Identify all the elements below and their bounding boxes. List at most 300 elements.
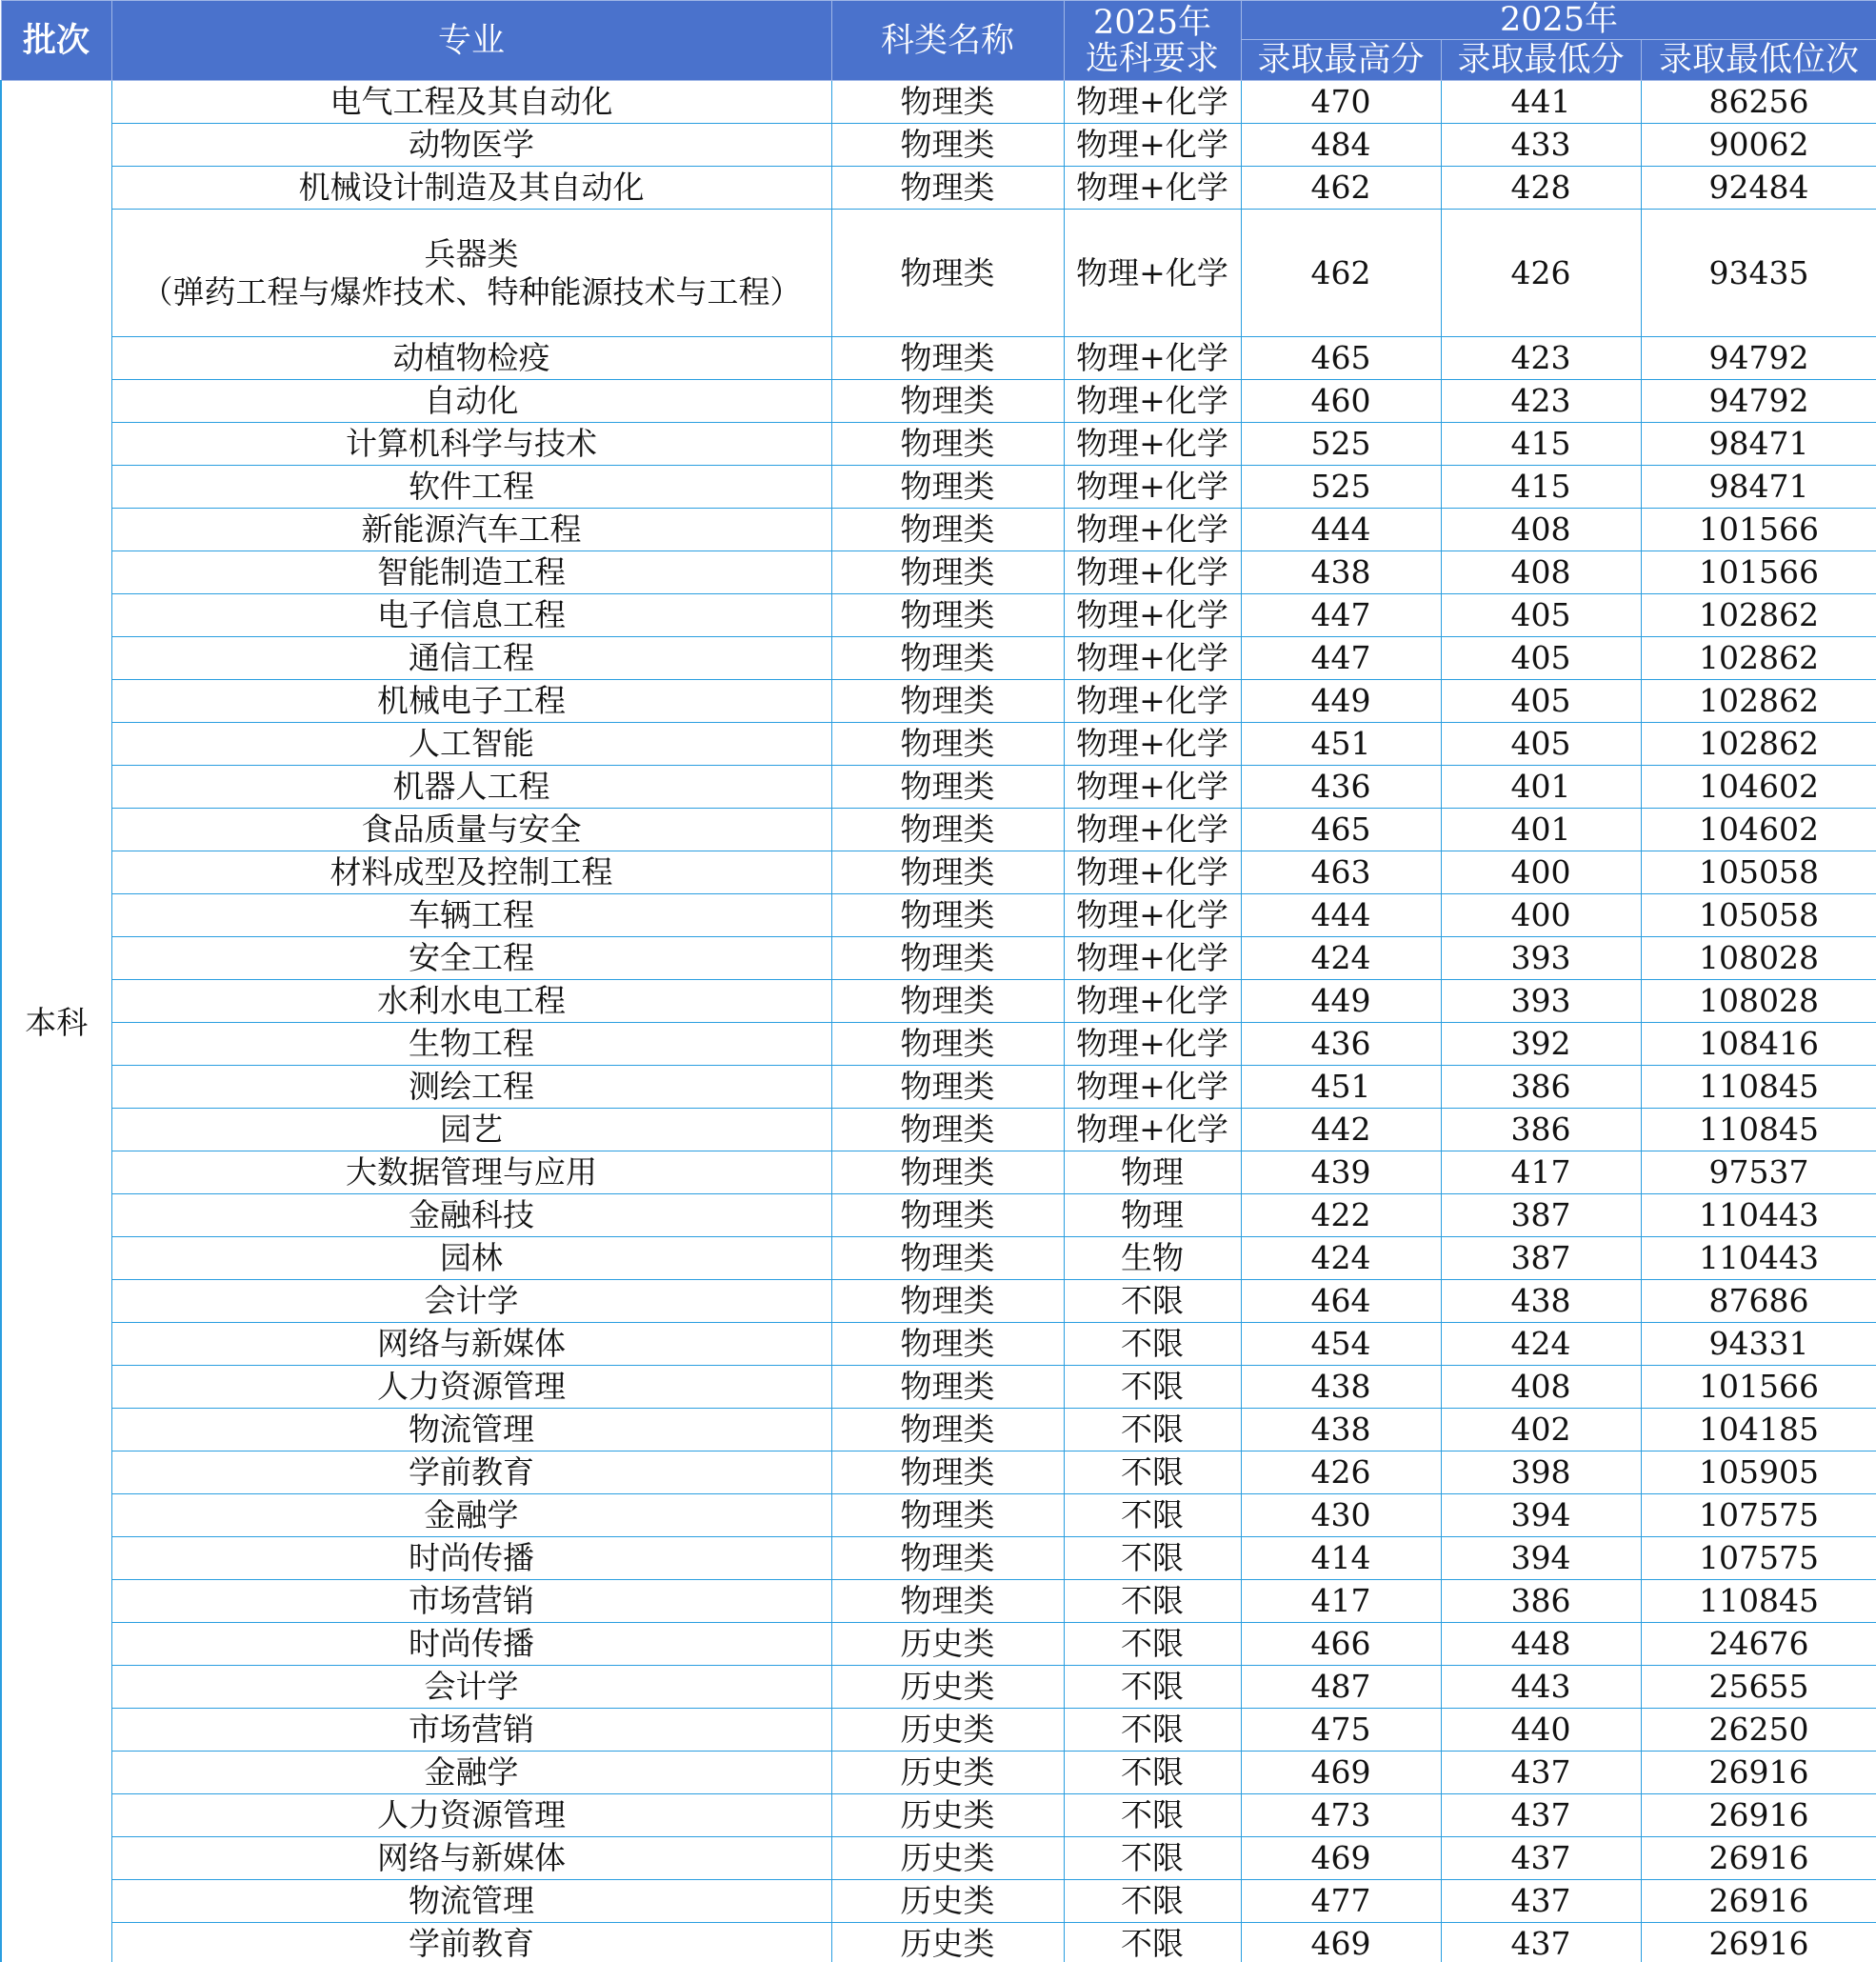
major-cell: 通信工程 [111, 637, 831, 680]
subject-type-cell: 历史类 [831, 1709, 1064, 1752]
max-score-cell: 436 [1241, 766, 1441, 809]
subject-type-cell: 物理类 [831, 1494, 1064, 1537]
major-cell: 市场营销 [111, 1580, 831, 1623]
major-cell: 时尚传播 [111, 1623, 831, 1666]
requirement-cell: 不限 [1064, 1623, 1241, 1666]
subject-type-cell: 物理类 [831, 380, 1064, 423]
subject-type-cell: 物理类 [831, 1323, 1064, 1366]
min-score-cell: 408 [1441, 509, 1641, 551]
min-rank-cell: 102862 [1641, 723, 1876, 766]
table-row [1, 423, 1876, 466]
major-cell: 动物医学 [111, 124, 831, 167]
requirement-cell: 物理+化学 [1064, 509, 1241, 551]
min-rank-cell: 105058 [1641, 894, 1876, 937]
min-score-cell: 426 [1441, 210, 1641, 337]
min-score-cell: 437 [1441, 1923, 1641, 1962]
min-rank-cell: 94792 [1641, 337, 1876, 380]
subject-type-cell: 物理类 [831, 1280, 1064, 1323]
min-score-cell: 400 [1441, 851, 1641, 894]
min-score-cell: 433 [1441, 124, 1641, 167]
table-row [1, 1280, 1876, 1323]
requirement-cell: 不限 [1064, 1794, 1241, 1837]
min-rank-cell: 104602 [1641, 766, 1876, 809]
min-rank-cell: 105905 [1641, 1451, 1876, 1494]
major-cell: 生物工程 [111, 1023, 831, 1066]
max-score-cell: 436 [1241, 1023, 1441, 1066]
max-score-cell: 414 [1241, 1537, 1441, 1580]
requirement-cell: 物理+化学 [1064, 937, 1241, 980]
subject-type-cell: 物理类 [831, 894, 1064, 937]
min-rank-cell: 102862 [1641, 680, 1876, 723]
table-row [1, 167, 1876, 210]
requirement-cell: 物理+化学 [1064, 551, 1241, 594]
subject-type-cell: 物理类 [831, 423, 1064, 466]
header-subject-type: 科类名称 [831, 1, 1064, 81]
table-row [1, 1580, 1876, 1623]
header-requirement-label: 选科要求 [1085, 39, 1219, 78]
max-score-cell: 444 [1241, 509, 1441, 551]
requirement-cell: 不限 [1064, 1366, 1241, 1409]
subject-type-cell: 物理类 [831, 1580, 1064, 1623]
subject-type-cell: 物理类 [831, 1451, 1064, 1494]
requirement-cell: 不限 [1064, 1709, 1241, 1752]
min-score-cell: 408 [1441, 551, 1641, 594]
major-cell: 学前教育 [111, 1923, 831, 1962]
requirement-cell: 生物 [1064, 1237, 1241, 1280]
min-rank-cell: 90062 [1641, 124, 1876, 167]
min-score-cell: 386 [1441, 1066, 1641, 1109]
subject-type-cell: 物理类 [831, 980, 1064, 1023]
min-score-cell: 401 [1441, 809, 1641, 851]
major-cell: 人工智能 [111, 723, 831, 766]
min-score-cell: 423 [1441, 380, 1641, 423]
min-rank-cell: 108028 [1641, 937, 1876, 980]
major-cell: 金融科技 [111, 1194, 831, 1237]
min-score-cell: 428 [1441, 167, 1641, 210]
max-score-cell: 484 [1241, 124, 1441, 167]
max-score-cell: 477 [1241, 1880, 1441, 1923]
max-score-cell: 422 [1241, 1194, 1441, 1237]
max-score-cell: 451 [1241, 723, 1441, 766]
requirement-cell: 不限 [1064, 1666, 1241, 1709]
major-cell: 食品质量与安全 [111, 809, 831, 851]
max-score-cell: 469 [1241, 1923, 1441, 1962]
table-row [1, 894, 1876, 937]
min-score-cell: 417 [1441, 1151, 1641, 1194]
table-row [1, 809, 1876, 851]
min-score-cell: 394 [1441, 1494, 1641, 1537]
table-row [1, 551, 1876, 594]
min-rank-cell: 102862 [1641, 594, 1876, 637]
table-body [1, 81, 1876, 1962]
major-cell: 大数据管理与应用 [111, 1151, 831, 1194]
batch-cell: 本科 [1, 81, 111, 1962]
max-score-cell: 469 [1241, 1837, 1441, 1880]
min-rank-cell: 108028 [1641, 980, 1876, 1023]
table-row [1, 1451, 1876, 1494]
table-row [1, 766, 1876, 809]
max-score-cell: 451 [1241, 1066, 1441, 1109]
header-subject-requirement [1064, 1, 1241, 81]
table-row [1, 723, 1876, 766]
subject-type-cell: 历史类 [831, 1880, 1064, 1923]
requirement-cell: 不限 [1064, 1537, 1241, 1580]
header-requirement-year: 2025年 [1092, 3, 1212, 42]
min-rank-cell: 26250 [1641, 1709, 1876, 1752]
major-subtitle: （弹药工程与爆炸技术、特种能源技术与工程） [141, 272, 802, 310]
major-cell: 新能源汽车工程 [111, 509, 831, 551]
requirement-cell: 物理+化学 [1064, 851, 1241, 894]
subject-type-cell: 物理类 [831, 1409, 1064, 1451]
min-rank-cell: 104602 [1641, 809, 1876, 851]
min-rank-cell: 108416 [1641, 1023, 1876, 1066]
requirement-cell: 物理+化学 [1064, 680, 1241, 723]
table-row [1, 124, 1876, 167]
subject-type-cell: 物理类 [831, 723, 1064, 766]
requirement-cell: 不限 [1064, 1451, 1241, 1494]
header-max-score: 录取最高分 [1241, 40, 1441, 81]
table-row [1, 1666, 1876, 1709]
subject-type-cell: 历史类 [831, 1623, 1064, 1666]
major-cell: 网络与新媒体 [111, 1323, 831, 1366]
table-row [1, 1794, 1876, 1837]
subject-type-cell: 物理类 [831, 594, 1064, 637]
subject-type-cell: 物理类 [831, 551, 1064, 594]
requirement-cell: 物理+化学 [1064, 980, 1241, 1023]
max-score-cell: 463 [1241, 851, 1441, 894]
requirement-cell: 物理+化学 [1064, 894, 1241, 937]
min-rank-cell: 101566 [1641, 551, 1876, 594]
table-row [1, 1066, 1876, 1109]
min-score-cell: 386 [1441, 1109, 1641, 1151]
major-cell: 材料成型及控制工程 [111, 851, 831, 894]
subject-type-cell: 历史类 [831, 1837, 1064, 1880]
requirement-cell: 物理+化学 [1064, 809, 1241, 851]
subject-type-cell: 物理类 [831, 81, 1064, 124]
max-score-cell: 447 [1241, 594, 1441, 637]
min-score-cell: 443 [1441, 1666, 1641, 1709]
min-rank-cell: 110443 [1641, 1237, 1876, 1280]
major-cell [111, 210, 831, 337]
min-rank-cell: 93435 [1641, 210, 1876, 337]
requirement-cell: 物理+化学 [1064, 1066, 1241, 1109]
max-score-cell: 442 [1241, 1109, 1441, 1151]
min-score-cell: 401 [1441, 766, 1641, 809]
table-row [1, 1409, 1876, 1451]
table-row [1, 509, 1876, 551]
min-rank-cell: 110845 [1641, 1066, 1876, 1109]
max-score-cell: 525 [1241, 423, 1441, 466]
subject-type-cell: 物理类 [831, 210, 1064, 337]
max-score-cell: 465 [1241, 809, 1441, 851]
major-cell: 机械设计制造及其自动化 [111, 167, 831, 210]
subject-type-cell: 物理类 [831, 1366, 1064, 1409]
requirement-cell: 不限 [1064, 1880, 1241, 1923]
max-score-cell: 464 [1241, 1280, 1441, 1323]
max-score-cell: 469 [1241, 1752, 1441, 1794]
requirement-cell: 物理+化学 [1064, 637, 1241, 680]
table-row [1, 1494, 1876, 1537]
min-rank-cell: 107575 [1641, 1494, 1876, 1537]
min-rank-cell: 26916 [1641, 1794, 1876, 1837]
min-score-cell: 405 [1441, 594, 1641, 637]
table-row [1, 851, 1876, 894]
major-cell: 园林 [111, 1237, 831, 1280]
table-row [1, 81, 1876, 124]
subject-type-cell: 历史类 [831, 1794, 1064, 1837]
major-cell: 水利水电工程 [111, 980, 831, 1023]
requirement-cell: 物理+化学 [1064, 723, 1241, 766]
table-row [1, 937, 1876, 980]
table-row [1, 1623, 1876, 1666]
header-major: 专业 [111, 1, 831, 81]
requirement-cell: 物理 [1064, 1151, 1241, 1194]
max-score-cell: 454 [1241, 1323, 1441, 1366]
requirement-cell: 物理+化学 [1064, 124, 1241, 167]
subject-type-cell: 物理类 [831, 1194, 1064, 1237]
major-cell: 电子信息工程 [111, 594, 831, 637]
min-score-cell: 386 [1441, 1580, 1641, 1623]
major-cell: 车辆工程 [111, 894, 831, 937]
min-rank-cell: 86256 [1641, 81, 1876, 124]
max-score-cell: 438 [1241, 1409, 1441, 1451]
major-cell: 机械电子工程 [111, 680, 831, 723]
major-cell: 时尚传播 [111, 1537, 831, 1580]
requirement-cell: 不限 [1064, 1837, 1241, 1880]
major-cell: 人力资源管理 [111, 1794, 831, 1837]
major-cell: 计算机科学与技术 [111, 423, 831, 466]
subject-type-cell: 物理类 [831, 809, 1064, 851]
subject-type-cell: 物理类 [831, 851, 1064, 894]
min-score-cell: 437 [1441, 1752, 1641, 1794]
major-cell: 金融学 [111, 1752, 831, 1794]
min-score-cell: 405 [1441, 723, 1641, 766]
min-score-cell: 415 [1441, 423, 1641, 466]
min-rank-cell: 101566 [1641, 1366, 1876, 1409]
min-rank-cell: 102862 [1641, 637, 1876, 680]
min-rank-cell: 94792 [1641, 380, 1876, 423]
min-score-cell: 437 [1441, 1794, 1641, 1837]
table-row [1, 380, 1876, 423]
min-rank-cell: 26916 [1641, 1752, 1876, 1794]
max-score-cell: 417 [1241, 1580, 1441, 1623]
requirement-cell: 物理+化学 [1064, 81, 1241, 124]
requirement-cell: 物理+化学 [1064, 423, 1241, 466]
min-rank-cell: 101566 [1641, 509, 1876, 551]
table-row [1, 1752, 1876, 1794]
table-row [1, 1837, 1876, 1880]
max-score-cell: 460 [1241, 380, 1441, 423]
major-cell: 测绘工程 [111, 1066, 831, 1109]
header-min-score: 录取最低分 [1441, 40, 1641, 81]
major-cell: 安全工程 [111, 937, 831, 980]
max-score-cell: 475 [1241, 1709, 1441, 1752]
major-cell: 机器人工程 [111, 766, 831, 809]
min-score-cell: 393 [1441, 937, 1641, 980]
requirement-cell: 不限 [1064, 1580, 1241, 1623]
table-row [1, 1880, 1876, 1923]
major-cell: 软件工程 [111, 466, 831, 509]
subject-type-cell: 物理类 [831, 466, 1064, 509]
requirement-cell: 物理+化学 [1064, 594, 1241, 637]
requirement-cell: 不限 [1064, 1323, 1241, 1366]
major-cell: 学前教育 [111, 1451, 831, 1494]
table-row [1, 637, 1876, 680]
subject-type-cell: 物理类 [831, 509, 1064, 551]
min-rank-cell: 26916 [1641, 1880, 1876, 1923]
header-admission-year: 2025年 [1241, 1, 1876, 40]
min-score-cell: 398 [1441, 1451, 1641, 1494]
min-score-cell: 423 [1441, 337, 1641, 380]
requirement-cell: 不限 [1064, 1280, 1241, 1323]
major-cell: 会计学 [111, 1666, 831, 1709]
table-row [1, 1366, 1876, 1409]
subject-type-cell: 历史类 [831, 1923, 1064, 1962]
min-rank-cell: 98471 [1641, 466, 1876, 509]
min-rank-cell: 25655 [1641, 1666, 1876, 1709]
subject-type-cell: 物理类 [831, 1109, 1064, 1151]
table-row [1, 337, 1876, 380]
min-score-cell: 408 [1441, 1366, 1641, 1409]
min-rank-cell: 110845 [1641, 1109, 1876, 1151]
major-cell: 园艺 [111, 1109, 831, 1151]
requirement-cell: 不限 [1064, 1752, 1241, 1794]
max-score-cell: 439 [1241, 1151, 1441, 1194]
header-batch: 批次 [1, 1, 111, 81]
subject-type-cell: 历史类 [831, 1666, 1064, 1709]
min-rank-cell: 97537 [1641, 1151, 1876, 1194]
major-cell: 市场营销 [111, 1709, 831, 1752]
min-rank-cell: 104185 [1641, 1409, 1876, 1451]
major-cell: 网络与新媒体 [111, 1837, 831, 1880]
table-row [1, 680, 1876, 723]
subject-type-cell: 物理类 [831, 637, 1064, 680]
requirement-cell: 物理+化学 [1064, 466, 1241, 509]
table-header [1, 1, 1876, 81]
min-rank-cell: 24676 [1641, 1623, 1876, 1666]
table-row [1, 1023, 1876, 1066]
max-score-cell: 466 [1241, 1623, 1441, 1666]
max-score-cell: 430 [1241, 1494, 1441, 1537]
table-row [1, 1109, 1876, 1151]
max-score-cell: 438 [1241, 1366, 1441, 1409]
min-score-cell: 437 [1441, 1880, 1641, 1923]
min-score-cell: 394 [1441, 1537, 1641, 1580]
min-rank-cell: 107575 [1641, 1537, 1876, 1580]
table-row [1, 1151, 1876, 1194]
min-score-cell: 400 [1441, 894, 1641, 937]
max-score-cell: 470 [1241, 81, 1441, 124]
max-score-cell: 449 [1241, 980, 1441, 1023]
min-score-cell: 393 [1441, 980, 1641, 1023]
min-score-cell: 441 [1441, 81, 1641, 124]
max-score-cell: 426 [1241, 1451, 1441, 1494]
requirement-cell: 物理+化学 [1064, 210, 1241, 337]
min-score-cell: 402 [1441, 1409, 1641, 1451]
subject-type-cell: 物理类 [831, 1023, 1064, 1066]
requirement-cell: 物理+化学 [1064, 337, 1241, 380]
subject-type-cell: 物理类 [831, 766, 1064, 809]
requirement-cell: 物理 [1064, 1194, 1241, 1237]
max-score-cell: 525 [1241, 466, 1441, 509]
table-row [1, 1194, 1876, 1237]
requirement-cell: 物理+化学 [1064, 167, 1241, 210]
min-score-cell: 392 [1441, 1023, 1641, 1066]
min-rank-cell: 26916 [1641, 1923, 1876, 1962]
min-score-cell: 448 [1441, 1623, 1641, 1666]
min-score-cell: 437 [1441, 1837, 1641, 1880]
min-score-cell: 440 [1441, 1709, 1641, 1752]
max-score-cell: 473 [1241, 1794, 1441, 1837]
subject-type-cell: 物理类 [831, 680, 1064, 723]
requirement-cell: 物理+化学 [1064, 380, 1241, 423]
subject-type-cell: 物理类 [831, 1151, 1064, 1194]
major-cell: 自动化 [111, 380, 831, 423]
requirement-cell: 不限 [1064, 1923, 1241, 1962]
min-rank-cell: 110845 [1641, 1580, 1876, 1623]
min-rank-cell: 98471 [1641, 423, 1876, 466]
table-row [1, 1923, 1876, 1962]
subject-type-cell: 历史类 [831, 1752, 1064, 1794]
requirement-cell: 物理+化学 [1064, 766, 1241, 809]
max-score-cell: 447 [1241, 637, 1441, 680]
requirement-cell: 不限 [1064, 1494, 1241, 1537]
min-rank-cell: 87686 [1641, 1280, 1876, 1323]
max-score-cell: 424 [1241, 937, 1441, 980]
min-score-cell: 438 [1441, 1280, 1641, 1323]
table-row [1, 210, 1876, 337]
min-score-cell: 415 [1441, 466, 1641, 509]
subject-type-cell: 物理类 [831, 1066, 1064, 1109]
major-cell: 物流管理 [111, 1880, 831, 1923]
table-row [1, 1237, 1876, 1280]
min-rank-cell: 110443 [1641, 1194, 1876, 1237]
min-score-cell: 387 [1441, 1237, 1641, 1280]
min-score-cell: 405 [1441, 637, 1641, 680]
subject-type-cell: 物理类 [831, 124, 1064, 167]
requirement-cell: 不限 [1064, 1409, 1241, 1451]
min-rank-cell: 26916 [1641, 1837, 1876, 1880]
min-rank-cell: 92484 [1641, 167, 1876, 210]
max-score-cell: 449 [1241, 680, 1441, 723]
min-rank-cell: 105058 [1641, 851, 1876, 894]
min-score-cell: 387 [1441, 1194, 1641, 1237]
subject-type-cell: 物理类 [831, 1537, 1064, 1580]
header-min-rank: 录取最低位次 [1641, 40, 1876, 81]
table-row [1, 1537, 1876, 1580]
major-cell: 电气工程及其自动化 [111, 81, 831, 124]
table-row [1, 594, 1876, 637]
major-cell: 物流管理 [111, 1409, 831, 1451]
requirement-cell: 物理+化学 [1064, 1023, 1241, 1066]
max-score-cell: 462 [1241, 167, 1441, 210]
requirement-cell: 物理+化学 [1064, 1109, 1241, 1151]
major-cell: 动植物检疫 [111, 337, 831, 380]
major-cell: 会计学 [111, 1280, 831, 1323]
major-cell: 金融学 [111, 1494, 831, 1537]
table-row [1, 466, 1876, 509]
max-score-cell: 487 [1241, 1666, 1441, 1709]
min-score-cell: 424 [1441, 1323, 1641, 1366]
major-cell: 人力资源管理 [111, 1366, 831, 1409]
major-cell: 智能制造工程 [111, 551, 831, 594]
min-rank-cell: 94331 [1641, 1323, 1876, 1366]
table-row [1, 1709, 1876, 1752]
subject-type-cell: 物理类 [831, 167, 1064, 210]
subject-type-cell: 物理类 [831, 337, 1064, 380]
max-score-cell: 462 [1241, 210, 1441, 337]
max-score-cell: 444 [1241, 894, 1441, 937]
